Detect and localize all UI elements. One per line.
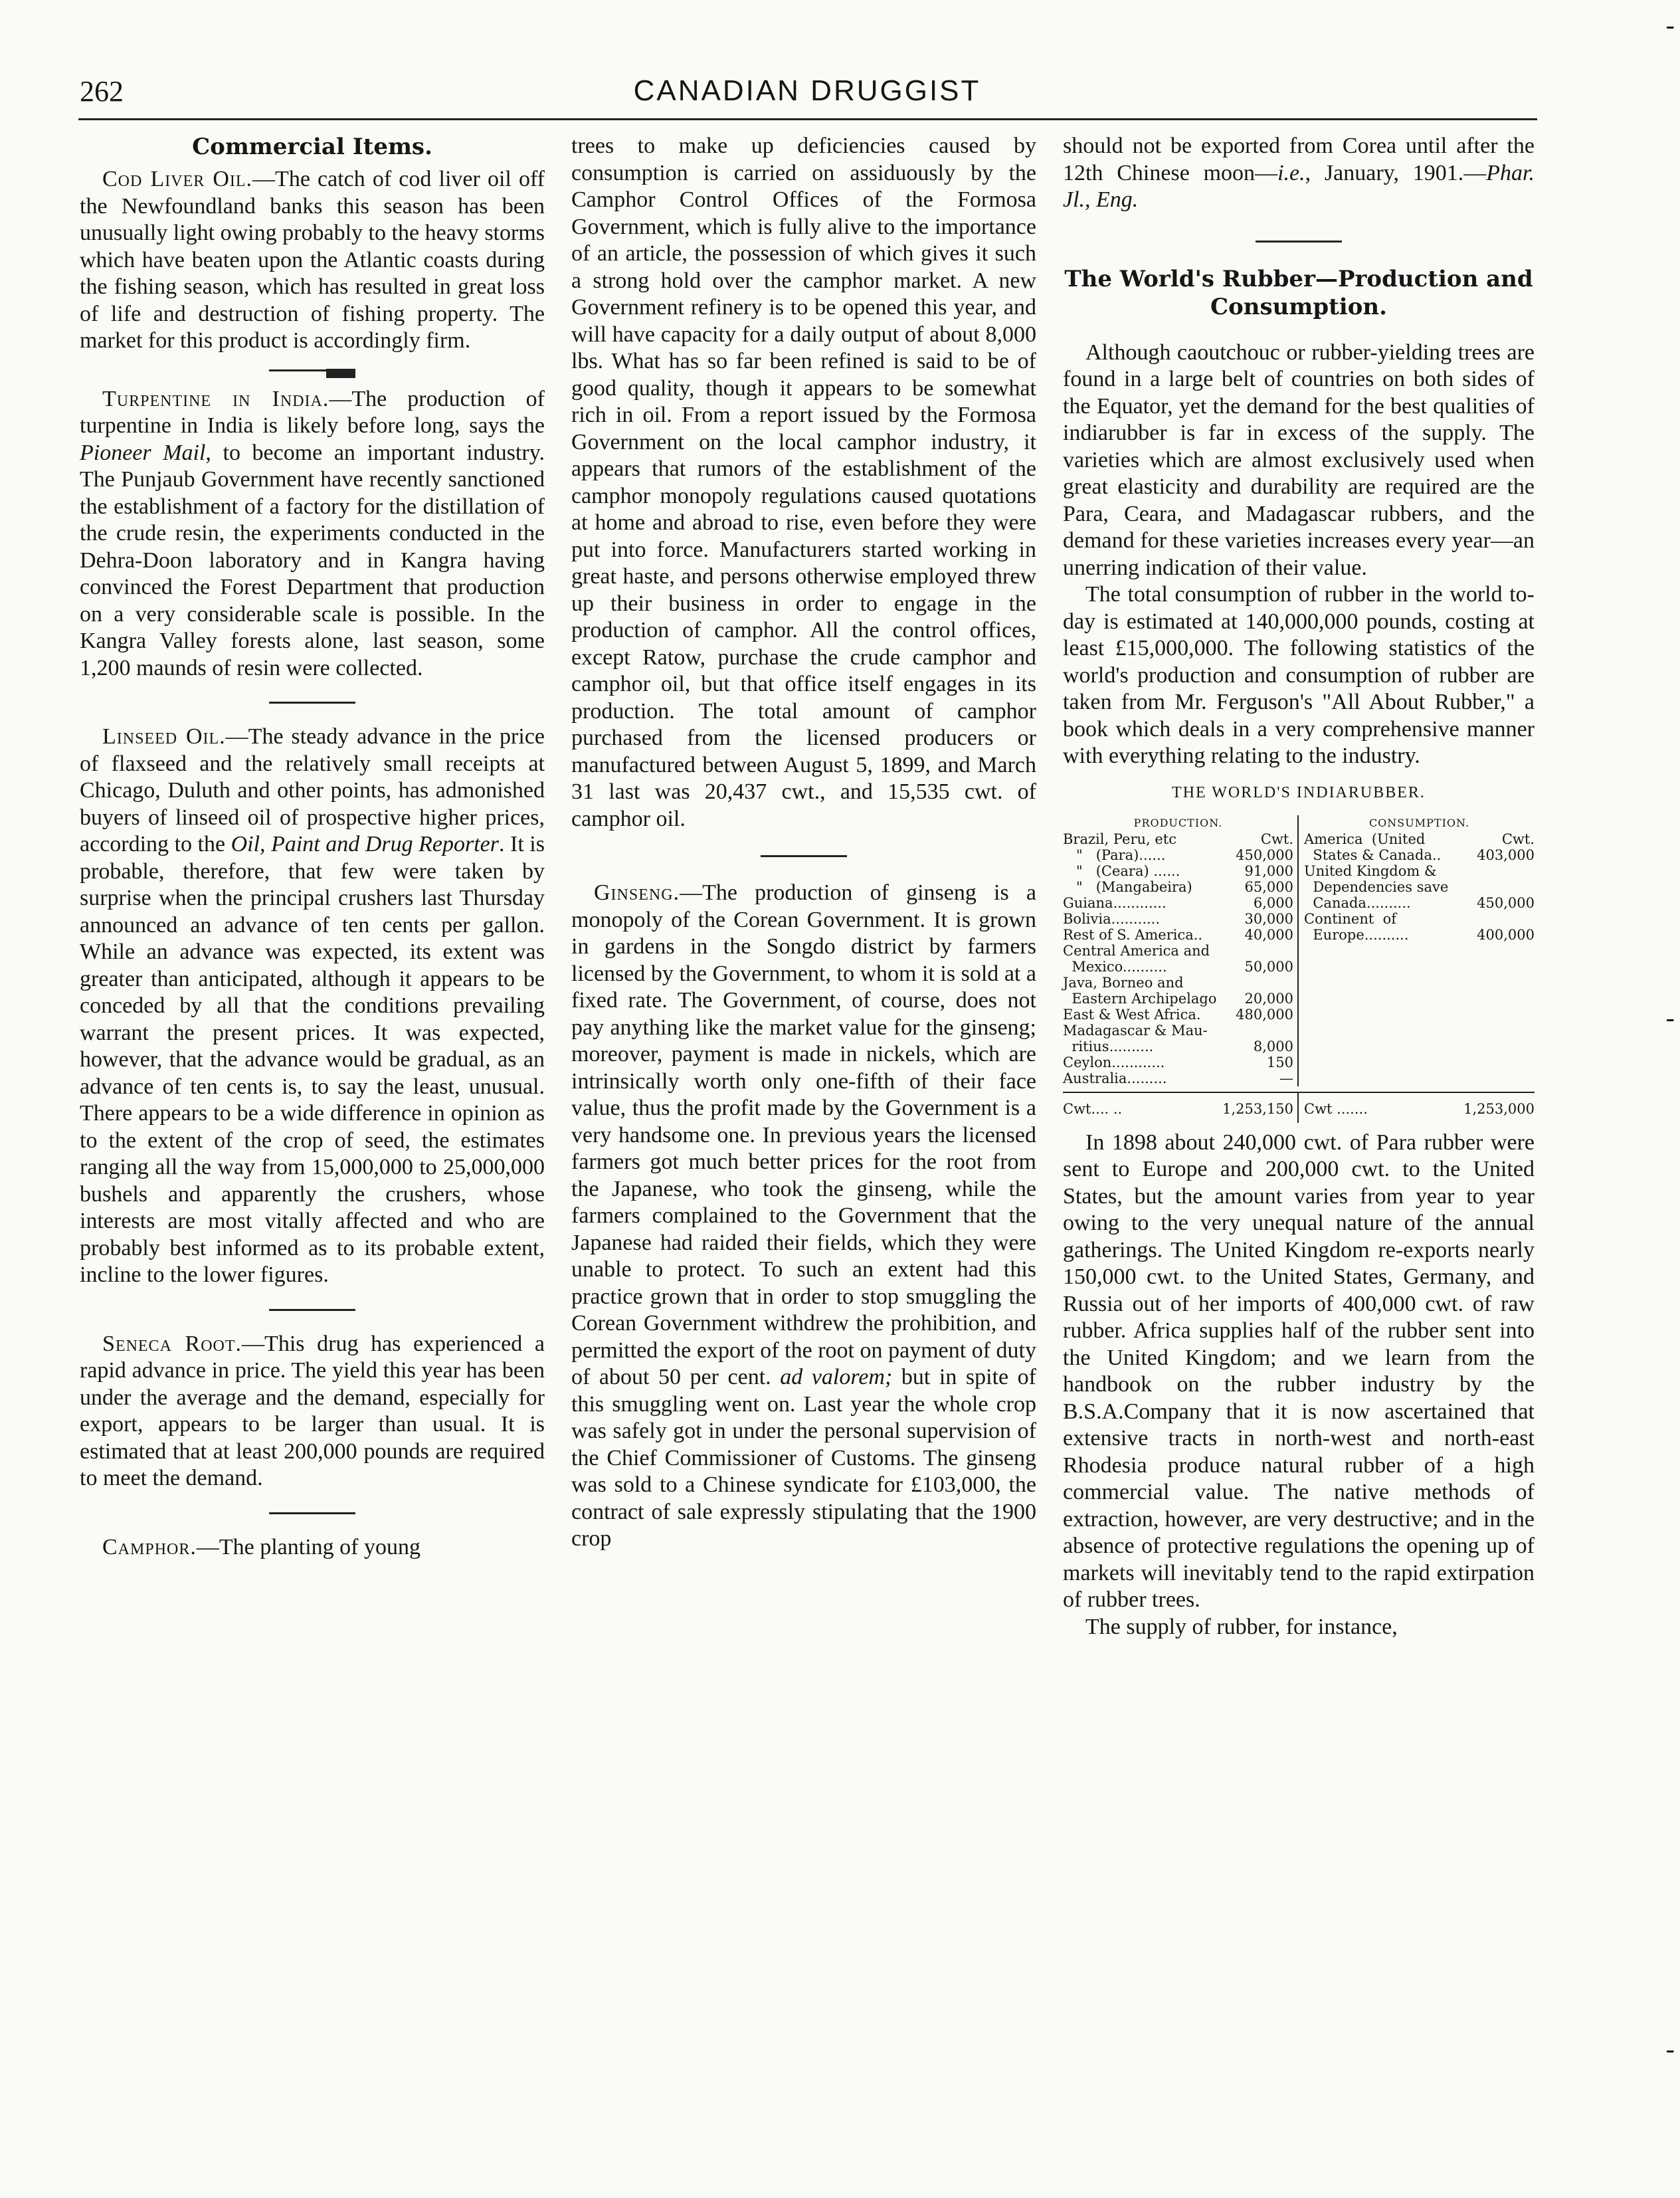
total-label: Cwt.... ..	[1063, 1101, 1123, 1117]
row-label: Madagascar & Mau-	[1063, 1023, 1208, 1039]
row-label: America (United	[1304, 831, 1426, 847]
article-text: should not be exported from Corea until after the 12th Chinese moon—	[1063, 134, 1535, 185]
production-column	[1063, 815, 1299, 1086]
table-row	[1304, 911, 1535, 927]
article-text: —The production of ginseng is a monopoly of the Corean Government. It is grown in gardens in the Songdo district by farmers licensed by the Government, to whom it is sold at a fixed rate. The Government, of course, does not pay anything like the market value for the ginseng; moreover, payment is made in nickels, which are intrinsically worth only one-fifth of their face value, thus the profit made by the Government is a very handsome one. In previous years the licensed farmers got much better prices for the root from the Japanese, who took the ginseng, while the farmers complained to the Government that the Japanese had raided their fields, which they were unable to protect. To such an extent had this practice grown that in order to stop smuggling the Corean Government withdrew the prohibition, and permitted the export of the root on payment of duty of about 50 per cent.	[571, 880, 1036, 1389]
article-citation: Pioneer Mail	[80, 440, 206, 465]
table-row	[1063, 1070, 1293, 1086]
rubber-paragraph-3: In 1898 about 240,000 cwt. of Para rubber were sent to Europe and 200,000 cwt. to the United States, but the amount varies from year to year owing to the very unequal nature of the annual gatherings. The United Kingdom re-exports nearly 150,000 cwt. to the United States, Germany, and Russia out of her imports of 400,000 cwt. of raw rubber. Africa supplies half of the rubber sent into the United Kingdom; and we learn from the handbook on the rubber industry by the B.S.A.Company that it is now ascertained that extensive tracts in north-west and north-east Rhodesia produce natural rubber of a high commercial value. The native methods of extraction, however, are very destructive; and in the absence of protective regulations the opening up of markets will inevitably tend to the rapid extirpation of rubber trees.	[1063, 1130, 1535, 1612]
row-value: Cwt.	[1260, 831, 1293, 847]
divider	[269, 1309, 355, 1311]
table-row	[1063, 1039, 1293, 1054]
column-1	[80, 133, 545, 1561]
article-text: —The catch of cod liver oil off the Newfoundland banks this season has been unusually light owing probably to the heavy storms which have beaten upon the Atlantic coasts during the fishing season, which has resulted in great loss of life and destruction of fishing property. The market for this product is accordingly firm.	[80, 167, 545, 353]
article-text: —The planting of young	[196, 1534, 420, 1559]
row-label: ritius..........	[1063, 1039, 1154, 1054]
row-label: Eastern Archipelago	[1063, 991, 1217, 1007]
article-lead: Ginseng.	[594, 880, 680, 905]
table-row	[1063, 959, 1293, 975]
row-label: " (Ceara) ......	[1063, 863, 1180, 879]
row-label: Bolivia...........	[1063, 911, 1161, 927]
article-citation: Oil, Paint and Drug Reporter	[231, 832, 499, 856]
table-row	[1304, 831, 1535, 847]
divider	[269, 702, 355, 704]
row-label: Europe..........	[1304, 927, 1409, 943]
row-label: " (Para)......	[1063, 847, 1166, 863]
table-row	[1063, 863, 1293, 879]
column-3	[1063, 133, 1535, 1641]
journal-title: CANADIAN DRUGGIST	[633, 74, 981, 107]
article-camphor-continued: trees to make up deficiencies caused by consumption is carried on assiduously by the Camphor Control Offices of the Formosa Government, which is fully alive to the importance of an article, the possession of which gives it such a strong hold over the camphor market. A new Government refinery is to be opened this year, and will have capacity for a daily output of about 8,000 lbs. What has so far been refined is said to be of good quality, though it appears to be somewhat rich in oil. From a report issued by the Formosa Government on the local camphor industry, it appears that rumors of the establishment of the camphor monopoly regulations caused quotations at home and abroad to rise, even before they were put into force. Manufacturers started working in great haste, and persons otherwise employed threw up their business in order to engage in the production of camphor. All the control offices, except Ratow, purchase the crude camphor and camphor oil, but that office itself engages in its production. The total amount of camphor purchased from the licensed producers or manufactured between August 5, 1899, and March 31 last was 20,437 cwt., and 15,535 cwt. of camphor oil.	[571, 134, 1036, 831]
row-value: 450,000	[1477, 895, 1535, 911]
printer-mark	[326, 359, 355, 387]
row-label: Dependencies save	[1304, 879, 1449, 895]
row-value: 20,000	[1244, 991, 1293, 1007]
row-value: 150	[1266, 1054, 1293, 1070]
article-text: —The steady advance in the price of flaxseed and the relatively small receipts at Chicago, Duluth and other points, has admonished buyers of linseed oil of prospective higher prices, according to the	[80, 724, 545, 856]
table-row	[1063, 943, 1293, 959]
table-row	[1063, 1007, 1293, 1023]
row-label: Mexico..........	[1063, 959, 1167, 975]
divider	[269, 1512, 355, 1514]
page-header	[80, 74, 1535, 117]
section-title-worlds-rubber: The World's Rubber—Production and Consumption.	[1064, 265, 1533, 320]
row-value: 40,000	[1244, 927, 1293, 943]
row-label: East & West Africa.	[1063, 1007, 1201, 1023]
row-value: 50,000	[1244, 959, 1293, 975]
table-row	[1304, 927, 1535, 943]
article-text: , to become an important industry. The Punjaub Government have recently sanctioned the establishment of a factory for the distillation of the crude resin, the experiments conducted in the Dehra-Doon laboratory and in Kangra having convinced the Forest Department that production on a very considerable scale is possible. In the Kangra Valley forests alone, last season, some 1,200 maunds of resin were collected.	[80, 440, 545, 680]
table-row	[1063, 879, 1293, 895]
table-row	[1063, 847, 1293, 863]
total-consumption: 1,253,000	[1463, 1101, 1535, 1117]
row-label: States & Canada..	[1304, 847, 1442, 863]
article-text: but in spite of this smuggling went on. Last year the whole crop was safely got in under the personal supervision of the Chief Commissioner of Customs. The ginseng was sold to a Chinese syndicate for £103,000, the contract of sale expressly stipulating that the 1900 crop	[571, 1365, 1036, 1551]
row-value: 403,000	[1477, 847, 1535, 863]
table-row	[1063, 911, 1293, 927]
table-row	[1304, 863, 1535, 879]
table-row	[1063, 991, 1293, 1007]
article-abbrev: i.e.	[1277, 160, 1305, 185]
row-value: 6,000	[1253, 895, 1293, 911]
row-label: Canada..........	[1304, 895, 1411, 911]
table-row	[1304, 895, 1535, 911]
row-value: 400,000	[1477, 927, 1535, 943]
article-lead: Camphor.	[102, 1534, 197, 1559]
row-value: —	[1279, 1070, 1293, 1086]
row-label: Guiana............	[1063, 895, 1167, 911]
article-seneca-root	[80, 1331, 545, 1492]
article-lead: Cod Liver Oil.	[102, 167, 253, 191]
article-latin-phrase: ad valorem;	[780, 1365, 893, 1389]
row-label: Continent of	[1304, 911, 1397, 927]
total-label: Cwt .......	[1304, 1101, 1368, 1117]
consumption-column	[1299, 815, 1535, 1086]
table-row	[1304, 847, 1535, 863]
table-row	[1304, 879, 1535, 895]
row-value: 8,000	[1253, 1039, 1293, 1054]
table-row	[1063, 975, 1293, 991]
row-label: Java, Borneo and	[1063, 975, 1184, 991]
header-rule	[78, 118, 1537, 120]
row-label: United Kingdom &	[1304, 863, 1437, 879]
table-row	[1063, 895, 1293, 911]
table-title: THE WORLD'S INDIARUBBER.	[1172, 783, 1426, 801]
total-production: 1,253,150	[1222, 1101, 1293, 1117]
row-value: 91,000	[1244, 863, 1293, 879]
article-text: , January, 1901.—	[1305, 160, 1487, 185]
edge-mark: -	[1665, 10, 1675, 40]
row-label: Ceylon............	[1063, 1054, 1165, 1070]
production-heading: PRODUCTION.	[1133, 817, 1223, 829]
edge-mark: -	[1665, 2034, 1675, 2064]
article-turpentine-in-india	[80, 386, 545, 682]
row-label: Australia.........	[1063, 1070, 1167, 1086]
table-row	[1063, 927, 1293, 943]
divider	[1256, 241, 1342, 243]
table-totals	[1063, 1092, 1535, 1123]
divider	[761, 855, 847, 857]
divider	[269, 369, 355, 371]
rubber-paragraph-1: Although caoutchouc or rubber-yielding trees are found in a large belt of countries on both sides of the Equator, yet the demand for the best qualities of indiarubber is far in excess of the supply. The varieties which are almost exclusively used when great elasticity and durability are required are the Para, Ceara, and Madagascar rubbers, and the demand for these varieties increases every year—an unerring indication of their value.	[1063, 340, 1535, 580]
row-label: Rest of S. America..	[1063, 927, 1203, 943]
article-linseed-oil	[80, 724, 545, 1289]
section-title-commercial-items: Commercial Items.	[192, 134, 432, 160]
article-text: —This drug has experienced a rapid advance in price. The yield this year has been under the average and the demand, especially for export, appears to be larger than usual. It is estimated that at least 200,000 pounds are required to meet the demand.	[80, 1331, 545, 1490]
row-label: Central America and	[1063, 943, 1210, 959]
article-lead: Linseed Oil.	[102, 724, 226, 749]
article-ginseng	[571, 880, 1036, 1553]
table-row	[1063, 1023, 1293, 1039]
consumption-heading: CONSUMPTION.	[1368, 817, 1470, 829]
article-ginseng-continued	[1063, 133, 1535, 214]
row-value: 65,000	[1244, 879, 1293, 895]
row-value: Cwt.	[1501, 831, 1535, 847]
page-number: 262	[80, 75, 124, 108]
article-citation: Phar. Jl., Eng.	[1063, 160, 1535, 212]
row-label: " (Mangabeira)	[1063, 879, 1192, 895]
column-2	[571, 133, 1036, 1553]
article-camphor	[80, 1534, 545, 1561]
article-text: . It is probable, therefore, that few were taken by surprise when the principal crushers last Thursday announced an advance of ten cents per gallon. While an advance was expected, its extent was greater than anticipated, although it appears to be conceded by all that the conditions prevailing warrant the present prices. It was expected, however, that the advance would be gradual, as an advance of ten cents is, to say the least, unusual. There appears to be a wide difference in opinion as to the extent of the crop of seed, the estimates ranging all the way from 15,000,000 to 25,000,000 bushels and apparently the crushers, whose interests are most vitally affected and who are probably best informed as to its probable extent, incline to the lower figures.	[80, 832, 545, 1287]
article-text: —The production of turpentine in India is likely before long, says the	[80, 386, 545, 438]
table-row	[1063, 1054, 1293, 1070]
table-row	[1063, 831, 1293, 847]
row-value: 450,000	[1236, 847, 1293, 863]
article-lead: Seneca Root.	[102, 1331, 242, 1356]
row-value: 30,000	[1244, 911, 1293, 927]
row-label: Brazil, Peru, etc	[1063, 831, 1176, 847]
article-lead: Turpentine in India.	[102, 386, 329, 411]
row-value: 480,000	[1236, 1007, 1293, 1023]
rubber-paragraph-2: The total consumption of rubber in the world to-day is estimated at 140,000,000 pounds, costing at least £15,000,000. The following statistics of the world's production and consumption of rubber are taken from Mr. Ferguson's "All About Rubber," a book which deals in a very comprehensive manner with everything relating to the industry.	[1063, 582, 1535, 768]
article-cod-liver-oil	[80, 166, 545, 355]
rubber-paragraph-4: The supply of rubber, for instance,	[1085, 1614, 1398, 1639]
edge-mark: -	[1665, 1003, 1675, 1033]
indiarubber-table	[1063, 779, 1535, 1123]
